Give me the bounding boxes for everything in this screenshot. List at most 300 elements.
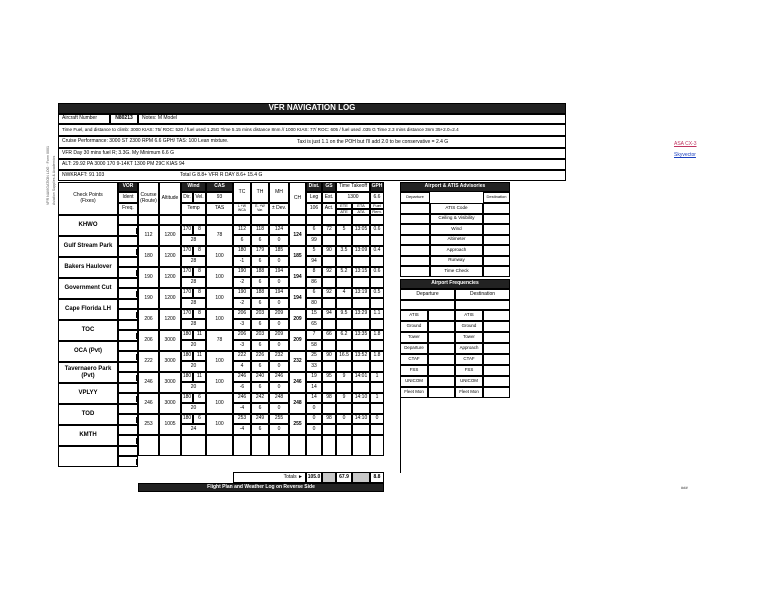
- vor-ident-cell: [118, 446, 138, 456]
- freq-dest-label: UNICOM: [455, 376, 483, 387]
- fuel-rem-cell: [370, 319, 384, 330]
- col-tc: TC: [233, 182, 251, 203]
- col-dist-rem: 106: [306, 203, 322, 215]
- freq-destination: Destination: [455, 289, 510, 300]
- blank-cell: [159, 435, 181, 456]
- freq-dep-value: [428, 376, 455, 387]
- dev-cell: 0: [269, 256, 289, 267]
- ate-cell: [336, 340, 352, 351]
- wind-dir-cell: 180: [181, 414, 193, 424]
- atis-item-label: Altimeter: [430, 235, 483, 246]
- th-cell: 188: [251, 267, 269, 277]
- dist-rem-cell: 80: [306, 298, 322, 309]
- course-cell: 190: [138, 288, 159, 309]
- course-cell: 112: [138, 225, 159, 246]
- row-marker: [136, 375, 138, 381]
- col-th: TH: [251, 182, 269, 203]
- row-marker: [136, 249, 138, 255]
- col-fuel: Fuel: [370, 203, 384, 209]
- atis-right-cell: [483, 266, 510, 277]
- fuel-cell: 1.8: [370, 330, 384, 340]
- ch-cell: 232: [289, 351, 306, 372]
- checkpoint-name: Cape Florida LH: [58, 299, 118, 320]
- eta-cell: 13:29: [352, 309, 370, 319]
- ch-cell: 194: [289, 267, 306, 288]
- fuel-cell: 1.1: [370, 309, 384, 319]
- fuel-cell: 0.4: [370, 246, 384, 256]
- ata-cell: [352, 340, 370, 351]
- asa-cx3-link[interactable]: ASA CX-3: [674, 141, 697, 147]
- ate-cell: [336, 424, 352, 435]
- wind-dir-cell: 170: [181, 288, 193, 298]
- vor-freq-cell: [118, 246, 138, 257]
- eta-cell: 13:15: [352, 267, 370, 277]
- col-eta: ETA: [352, 203, 370, 209]
- freq-title: Airport Frequencies: [400, 279, 510, 289]
- freq-dest-label: Ground: [455, 321, 483, 332]
- wca-cell: -4: [233, 403, 251, 414]
- atis-right-cell: [483, 256, 510, 267]
- blank-cell: [269, 435, 289, 456]
- fuel-cell: 0: [370, 414, 384, 424]
- ate-cell: [336, 277, 352, 288]
- course-cell: 222: [138, 351, 159, 372]
- atis-right-cell: [483, 224, 510, 235]
- fuel-cell: 0.6: [370, 267, 384, 277]
- dist-rem-cell: 86: [306, 277, 322, 288]
- gs-act-cell: [322, 235, 336, 246]
- tc-cell: 222: [233, 351, 251, 361]
- ch-cell: 185: [289, 246, 306, 267]
- wind-vel-cell: 8: [193, 267, 206, 277]
- mh-cell: 194: [269, 288, 289, 298]
- dev-cell: 0: [269, 424, 289, 435]
- col-dev: ± Dev.: [269, 203, 289, 215]
- freq-dep-value: [428, 332, 455, 343]
- tas-cell: 100: [206, 414, 233, 435]
- temp-cell: 28: [181, 235, 206, 246]
- freq-dep-label: CTAF: [400, 354, 428, 365]
- dev-cell: 0: [269, 340, 289, 351]
- tc-cell: 190: [233, 267, 251, 277]
- th-cell: 188: [251, 288, 269, 298]
- atis-right-cell: [483, 235, 510, 246]
- mh-cell: 194: [269, 267, 289, 277]
- th-cell: 203: [251, 330, 269, 340]
- altitude-cell: 3000: [159, 330, 181, 351]
- taxi-notes: Taxi is just 1.1 on the POH but I'll add 2.0 to be conservative = 2.4 G: [297, 139, 449, 145]
- col-cas: CAS: [206, 182, 233, 192]
- dev-cell: 0: [269, 361, 289, 372]
- altitude-cell: 1200: [159, 225, 181, 246]
- gs-act-cell: [322, 319, 336, 330]
- freq-dest-value: [483, 343, 510, 354]
- totals-ete: 67.9: [336, 472, 352, 483]
- atis-item-label: ATIS Code: [430, 203, 483, 214]
- gs-est-cell: 66: [322, 330, 336, 340]
- col-wind-dir: Dir.: [181, 192, 193, 203]
- ata-cell: [352, 361, 370, 372]
- course-cell: 206: [138, 309, 159, 330]
- ch-cell: 246: [289, 372, 306, 393]
- atis-right-cell: [483, 203, 510, 214]
- freq-dep-label: ATIS: [400, 310, 428, 321]
- course-cell: 246: [138, 393, 159, 414]
- freq-blank-right: [455, 300, 510, 310]
- col-temp: Temp: [181, 203, 206, 215]
- tas-cell: 100: [206, 267, 233, 288]
- ete-cell: 0: [336, 414, 352, 424]
- ate-cell: [336, 256, 352, 267]
- blank-cell: [352, 435, 370, 456]
- atis-item-label: Ceiling & Visibility: [430, 214, 483, 225]
- wca-cell: -2: [233, 277, 251, 288]
- temp-cell: 28: [181, 256, 206, 267]
- altitude-cell: 1200: [159, 309, 181, 330]
- col-gs-est: Est.: [322, 192, 336, 203]
- col-wind: Wind: [181, 182, 206, 192]
- gs-act-cell: [322, 340, 336, 351]
- atis-left-cell: [400, 203, 430, 214]
- blank-cell: [306, 435, 322, 456]
- freq-dep-label: Departure: [400, 343, 428, 354]
- dist-leg-cell: 19: [306, 372, 322, 382]
- altitude-cell: 3000: [159, 393, 181, 414]
- tas-cell: 100: [206, 393, 233, 414]
- gs-est-cell: 98: [322, 393, 336, 403]
- totals-label: Totals ►: [233, 472, 306, 483]
- freq-dep-label: FSS: [400, 365, 428, 376]
- dev-cell: 0: [269, 319, 289, 330]
- wca-cell: -4: [233, 424, 251, 435]
- dist-leg-cell: 6: [306, 225, 322, 235]
- tc-cell: 253: [233, 414, 251, 424]
- fuel-cell: 1: [370, 372, 384, 382]
- totals-gs-blank: [322, 472, 336, 483]
- eta-cell: 14:10: [352, 414, 370, 424]
- freq-dest-label: FSS: [455, 365, 483, 376]
- blank-cell: [289, 435, 306, 456]
- wind-vel-cell: 8: [193, 225, 206, 235]
- side-margin-text: VFR NAVIGATION LOG · Form 0001: [46, 146, 50, 205]
- blank-cell: [336, 215, 352, 225]
- page-mark: ###: [681, 485, 688, 490]
- dev-cell: 0: [269, 277, 289, 288]
- fuel-cell: 1.8: [370, 351, 384, 361]
- tas-cell: 78: [206, 330, 233, 351]
- blank-cell: [289, 215, 306, 225]
- wca-cell: -1: [233, 256, 251, 267]
- ete-cell: 9: [336, 393, 352, 403]
- blank-cell: [306, 215, 322, 225]
- row-marker: [136, 396, 138, 402]
- checkpoint-name: Government Cut: [58, 278, 118, 299]
- freq-dest-value: [483, 354, 510, 365]
- gs-est-cell: 98: [322, 414, 336, 424]
- temp-cell: 28: [181, 277, 206, 288]
- gs-act-cell: [322, 277, 336, 288]
- freq-dest-label: CTAF: [455, 354, 483, 365]
- dist-leg-cell: 5: [306, 246, 322, 256]
- vor-ident-cell: [118, 257, 138, 267]
- gs-est-cell: 92: [322, 288, 336, 298]
- wind-dir-cell: 180: [181, 351, 193, 361]
- var-cell: 6: [251, 382, 269, 393]
- th-cell: 249: [251, 414, 269, 424]
- col-gph: GPH: [370, 182, 384, 192]
- blank-cell: [206, 435, 233, 456]
- atis-left-cell: [400, 256, 430, 267]
- wca-cell: 4: [233, 361, 251, 372]
- page-title: VFR NAVIGATION LOG: [58, 103, 566, 114]
- wind-vel-cell: 11: [193, 330, 206, 340]
- var-cell: 6: [251, 235, 269, 246]
- row-marker: [136, 417, 138, 423]
- vor-ident-cell: [118, 215, 138, 225]
- ete-cell: 5.2: [336, 267, 352, 277]
- dist-leg-cell: 0: [306, 414, 322, 424]
- var-cell: 6: [251, 424, 269, 435]
- col-gs-act: Act.: [322, 203, 336, 215]
- col-ata: ATA: [352, 209, 370, 215]
- footer-bar: Flight Plan and Weather Log on Reverse Side: [138, 483, 384, 492]
- atis-left-cell: [400, 266, 430, 277]
- eta-cell: 14:10: [352, 393, 370, 403]
- ata-cell: [352, 424, 370, 435]
- freq-dep-value: [428, 354, 455, 365]
- tas-cell: 100: [206, 372, 233, 393]
- eta-cell: 13:35: [352, 330, 370, 340]
- temp-cell: 24: [181, 424, 206, 435]
- dist-rem-cell: 0: [306, 424, 322, 435]
- fuel-cell: 0.6: [370, 225, 384, 235]
- tas-cell: 100: [206, 309, 233, 330]
- atis-blank-left: [400, 192, 430, 203]
- th-cell: 179: [251, 246, 269, 256]
- ete-cell: 3.5: [336, 246, 352, 256]
- col-ete: ETE: [336, 203, 352, 209]
- checkpoint-name: Bakers Haulover: [58, 257, 118, 278]
- freq-panel-left-border: [400, 398, 401, 473]
- vor-freq-cell: [118, 393, 138, 404]
- dist-leg-cell: 25: [306, 351, 322, 361]
- ch-cell: 194: [289, 288, 306, 309]
- blank-cell: [352, 215, 370, 225]
- atis-right-cell: [483, 214, 510, 225]
- col-wind-vel: Vel.: [193, 192, 206, 203]
- atis-departure: Departure: [400, 192, 430, 203]
- col-var: E- +W Var.: [251, 203, 269, 215]
- altitude-cell: 1005: [159, 414, 181, 435]
- checkpoint-name: VPLYY: [58, 383, 118, 404]
- blank-cell: [322, 435, 336, 456]
- col-checkpoints: Check Points (Fixes): [58, 182, 118, 215]
- ata-cell: [352, 235, 370, 246]
- temp-cell: 28: [181, 319, 206, 330]
- ch-cell: 248: [289, 393, 306, 414]
- fuel-cell: 1: [370, 393, 384, 403]
- th-cell: 226: [251, 351, 269, 361]
- fuel-rem-cell: [370, 424, 384, 435]
- ata-cell: [352, 382, 370, 393]
- ate-cell: [336, 235, 352, 246]
- col-fuel-rem: Rem.: [370, 209, 384, 215]
- blank-cell: [370, 435, 384, 456]
- freq-dep-value: [428, 365, 455, 376]
- dist-leg-cell: 8: [306, 267, 322, 277]
- nwkraft-notes: NWKRAFT: 91 103: [58, 170, 566, 181]
- vor-ident-cell: [118, 236, 138, 246]
- th-cell: 242: [251, 393, 269, 403]
- tc-cell: 190: [233, 288, 251, 298]
- atis-item-label: Time Check: [430, 266, 483, 277]
- ate-cell: [336, 382, 352, 393]
- freq-dep-value: [428, 343, 455, 354]
- eta-cell: 13:05: [352, 225, 370, 235]
- ata-cell: [352, 403, 370, 414]
- ata-cell: [352, 319, 370, 330]
- checkpoint-name: Gulf Stream Park: [58, 236, 118, 257]
- gph-value: 6.6: [370, 192, 384, 203]
- vor-ident-cell: [118, 278, 138, 288]
- col-ch: CH: [289, 182, 306, 215]
- fuel-rem-cell: [370, 298, 384, 309]
- temp-cell: 20: [181, 382, 206, 393]
- ate-cell: [336, 361, 352, 372]
- gs-act-cell: [322, 403, 336, 414]
- freq-dest-value: [483, 332, 510, 343]
- var-cell: 6: [251, 298, 269, 309]
- row-marker: [136, 312, 138, 318]
- tc-cell: 112: [233, 225, 251, 235]
- dev-cell: 0: [269, 298, 289, 309]
- course-cell: 253: [138, 414, 159, 435]
- wind-vel-cell: 11: [193, 351, 206, 361]
- aircraft-number-label: Aircraft Number: [58, 114, 110, 124]
- atis-item-label: Runway: [430, 256, 483, 267]
- ate-cell: [336, 298, 352, 309]
- freq-dest-value: [483, 387, 510, 398]
- skyvector-link[interactable]: Skyvector: [674, 152, 696, 158]
- ete-cell: 16.5: [336, 351, 352, 361]
- mh-cell: 209: [269, 330, 289, 340]
- row-marker: [136, 459, 138, 465]
- temp-cell: 28: [181, 298, 206, 309]
- eta-cell: 13:09: [352, 246, 370, 256]
- col-altitude: Altitude: [159, 182, 181, 215]
- course-cell: 180: [138, 246, 159, 267]
- fuel-rem-cell: [370, 382, 384, 393]
- wind-vel-cell: 8: [193, 309, 206, 319]
- col-dist-leg: Leg: [306, 192, 322, 203]
- th-cell: 203: [251, 309, 269, 319]
- vor-ident-cell: [118, 362, 138, 372]
- dist-leg-cell: 6: [306, 288, 322, 298]
- col-gs: GS: [322, 182, 336, 192]
- tc-cell: 246: [233, 372, 251, 382]
- ata-cell: [352, 256, 370, 267]
- vor-ident-cell: [118, 341, 138, 351]
- mh-cell: 255: [269, 414, 289, 424]
- fuel-rem-cell: [370, 277, 384, 288]
- aircraft-number: N80213: [110, 114, 138, 124]
- atis-item-label: Wind: [430, 224, 483, 235]
- altitude-cell: 3000: [159, 372, 181, 393]
- climb-notes: Time Fuel, and distance to climb: 3000 KIAS: 75/ ROC: 520 / fuel used 1.25G Time 5.15 mins distance 8nm // 1000 KIAS: 77/ ROC: 605 / fuel used .035 G Time 2.3 mins distance 3nm 35+2.0=2.4: [58, 124, 566, 136]
- dist-leg-cell: 7: [306, 330, 322, 340]
- altitude-cell: 1200: [159, 288, 181, 309]
- row-marker: [136, 270, 138, 276]
- blank-cell: [159, 215, 181, 225]
- vor-ident-cell: [118, 299, 138, 309]
- blank-cell: [138, 215, 159, 225]
- blank-cell: [251, 215, 269, 225]
- atis-title: Airport & ATIS Advisories: [400, 182, 510, 192]
- blank-cell: [251, 435, 269, 456]
- eta-cell: 13:52: [352, 351, 370, 361]
- freq-dep-value: [428, 321, 455, 332]
- checkpoint-name: Tavernaero Park (Pvt): [58, 362, 118, 383]
- vor-ident-cell: [118, 320, 138, 330]
- checkpoint-name: TOC: [58, 320, 118, 341]
- wind-dir-cell: 170: [181, 246, 193, 256]
- blank-cell: [269, 215, 289, 225]
- gs-act-cell: [322, 256, 336, 267]
- temp-cell: 20: [181, 361, 206, 372]
- freq-dep-value: [428, 387, 455, 398]
- ch-cell: 255: [289, 414, 306, 435]
- altitude-cell: 3000: [159, 351, 181, 372]
- atis-left-cell: [400, 245, 430, 256]
- freq-departure: Departure: [400, 289, 455, 300]
- freq-dest-value: [483, 310, 510, 321]
- vor-ident-cell: [118, 383, 138, 393]
- temp-cell: 20: [181, 340, 206, 351]
- vor-freq-cell: [118, 435, 138, 446]
- wind-vel-cell: 11: [193, 372, 206, 382]
- tc-cell: 206: [233, 330, 251, 340]
- gs-est-cell: 95: [322, 372, 336, 382]
- gs-est-cell: 90: [322, 246, 336, 256]
- var-cell: 6: [251, 340, 269, 351]
- freq-dep-label: Tower: [400, 332, 428, 343]
- blank-cell: [181, 215, 206, 225]
- blank-cell: [336, 435, 352, 456]
- vor-freq-cell: [118, 288, 138, 299]
- var-cell: 6: [251, 403, 269, 414]
- altitude-cell: 1200: [159, 246, 181, 267]
- side-margin-text-2: Aviation Supplies & Academics: [52, 155, 56, 205]
- eta-cell: 13:19: [352, 288, 370, 298]
- gs-est-cell: 90: [322, 351, 336, 361]
- fuel-rem-cell: [370, 361, 384, 372]
- wind-vel-cell: 8: [193, 288, 206, 298]
- th-cell: 118: [251, 225, 269, 235]
- vor-freq-cell: [118, 309, 138, 320]
- atis-left-cell: [400, 224, 430, 235]
- freq-dest-label: Approach: [455, 343, 483, 354]
- wind-dir-cell: 170: [181, 309, 193, 319]
- checkpoint-name: TOD: [58, 404, 118, 425]
- vor-ident-cell: [118, 425, 138, 435]
- dist-rem-cell: 99: [306, 235, 322, 246]
- wca-cell: -3: [233, 340, 251, 351]
- mh-cell: 248: [269, 393, 289, 403]
- wind-vel-cell: 6: [193, 393, 206, 403]
- wca-cell: -3: [233, 319, 251, 330]
- ch-cell: 209: [289, 330, 306, 351]
- col-mh: MH: [269, 182, 289, 203]
